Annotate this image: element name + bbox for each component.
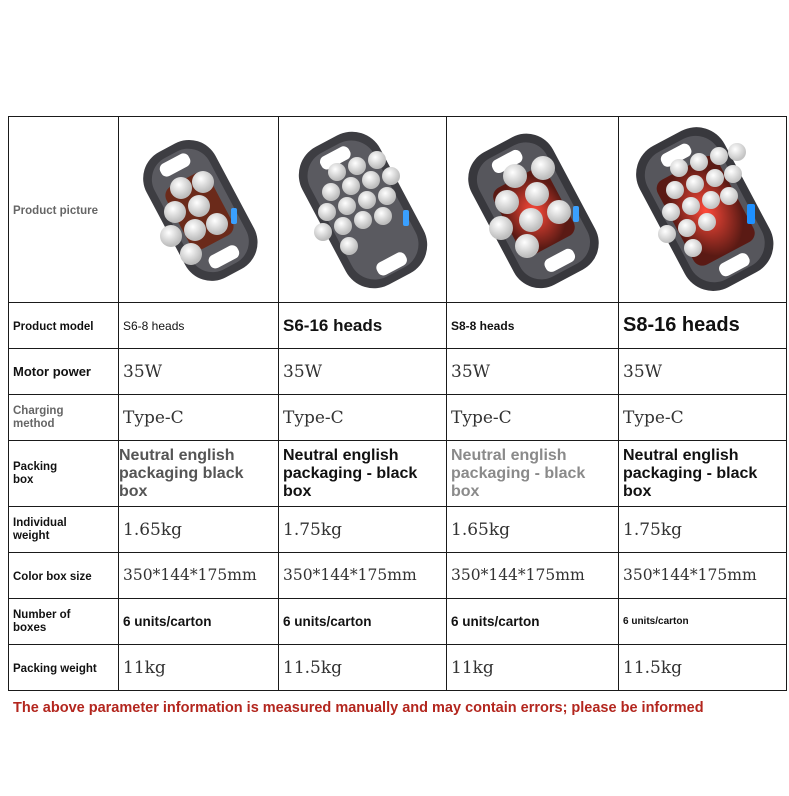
cell-motor-2: 35W	[279, 349, 447, 395]
cell-charging-3: Type-C	[447, 395, 619, 441]
label-charging-method: Charging method	[9, 395, 119, 441]
cell-motor-1: 35W	[119, 349, 279, 395]
cell-charging-1: Type-C	[119, 395, 279, 441]
cell-boxes-3: 6 units/carton	[447, 599, 619, 645]
row-individual-weight	[9, 507, 787, 553]
cell-weight-3: 1.65kg	[447, 507, 619, 553]
row-motor-power	[9, 349, 787, 395]
label-product-model: Product model	[9, 303, 119, 349]
cell-packing-3: Neutral english packaging - black box	[447, 441, 619, 507]
cell-weight-4: 1.75kg	[619, 507, 787, 553]
spec-table	[8, 116, 787, 691]
label-motor-power: Motor power	[9, 349, 119, 395]
row-color-box-size	[9, 553, 787, 599]
label-color-box-size: Color box size	[9, 553, 119, 599]
cell-motor-3: 35W	[447, 349, 619, 395]
cell-size-1: 350*144*175mm	[119, 553, 279, 599]
cell-packing-1: Neutral english packaging black box	[119, 441, 279, 507]
label-product-picture: Product picture	[9, 117, 119, 303]
massager-s8-8-image	[447, 117, 619, 303]
massager-s8-16-image	[619, 117, 787, 303]
cell-boxes-2: 6 units/carton	[279, 599, 447, 645]
label-number-of-boxes: Number of boxes	[9, 599, 119, 645]
cell-packing-4: Neutral english packaging - black box	[619, 441, 787, 507]
cell-size-2: 350*144*175mm	[279, 553, 447, 599]
cell-size-4: 350*144*175mm	[619, 553, 787, 599]
row-product-picture	[9, 117, 787, 303]
row-charging-method	[9, 395, 787, 441]
row-product-model	[9, 303, 787, 349]
massager-s6-16-image	[279, 117, 447, 303]
cell-model-3: S8-8 heads	[447, 303, 619, 349]
cell-weight-2: 1.75kg	[279, 507, 447, 553]
row-number-of-boxes	[9, 599, 787, 645]
cell-motor-4: 35W	[619, 349, 787, 395]
cell-model-2: S6-16 heads	[279, 303, 447, 349]
cell-model-4: S8-16 heads	[619, 303, 787, 349]
disclaimer-note: The above parameter information is measured manually and may contain errors; please be informed	[13, 700, 704, 716]
cell-size-3: 350*144*175mm	[447, 553, 619, 599]
cell-model-1: S6-8 heads	[119, 303, 279, 349]
row-packing-weight	[9, 645, 787, 691]
cell-boxes-4: 6 units/carton	[619, 599, 787, 645]
cell-pweight-1: 11kg	[119, 645, 279, 691]
cell-charging-2: Type-C	[279, 395, 447, 441]
cell-boxes-1: 6 units/carton	[119, 599, 279, 645]
cell-charging-4: Type-C	[619, 395, 787, 441]
cell-pweight-3: 11kg	[447, 645, 619, 691]
label-individual-weight: Individual weight	[9, 507, 119, 553]
cell-packing-2: Neutral english packaging - black box	[279, 441, 447, 507]
massager-s6-8-image	[119, 117, 279, 303]
row-packing-box	[9, 441, 787, 507]
cell-weight-1: 1.65kg	[119, 507, 279, 553]
label-packing-weight: Packing weight	[9, 645, 119, 691]
cell-pweight-4: 11.5kg	[619, 645, 787, 691]
cell-pweight-2: 11.5kg	[279, 645, 447, 691]
label-packing-box: Packing box	[9, 441, 119, 507]
